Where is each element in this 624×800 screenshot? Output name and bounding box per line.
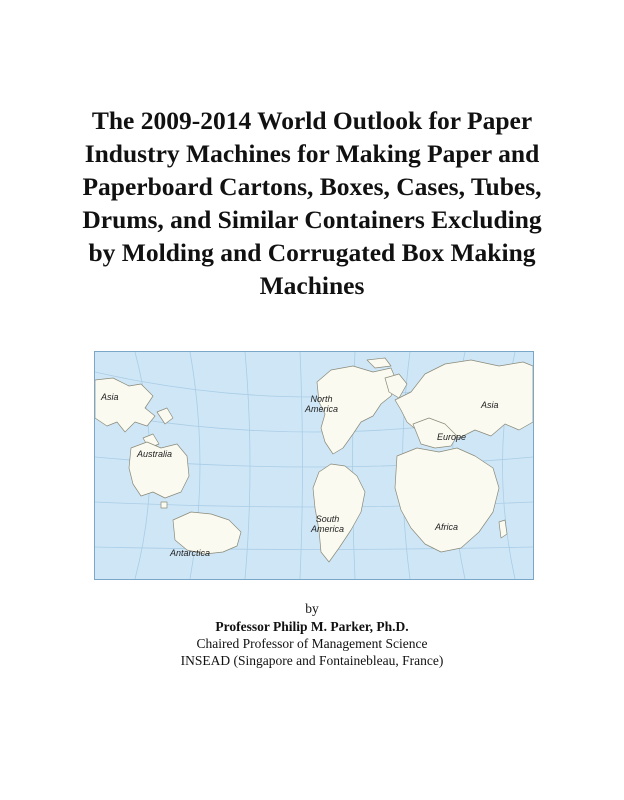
title-line: Paperboard Cartons, Boxes, Cases, Tubes,	[82, 172, 542, 201]
map-label-south-america	[311, 514, 344, 534]
map-label-asia-right: Asia	[481, 400, 499, 410]
byline	[60, 600, 564, 669]
map-label-north-america	[305, 394, 338, 414]
author-name: Professor Philip M. Parker, Ph.D.	[215, 619, 409, 634]
world-map-drawing	[95, 352, 533, 579]
title-line: by Molding and Corrugated Box Making	[88, 238, 536, 267]
title-line: Drums, and Similar Containers Excluding	[82, 205, 542, 234]
book-title	[40, 104, 584, 302]
map-label-north: North	[310, 394, 333, 404]
map-label-europe: Europe	[437, 432, 467, 442]
title-line: Machines	[259, 271, 365, 300]
map-label-america: America	[305, 404, 339, 414]
author-institution: INSEAD (Singapore and Fontainebleau, France)	[180, 653, 444, 668]
map-label-antarctica: Antarctica	[170, 548, 211, 558]
title-line: Industry Machines for Making Paper and	[84, 139, 540, 168]
map-label-australia: Australia	[137, 449, 173, 459]
map-label-south: South	[315, 514, 340, 524]
map-label-africa: Africa	[435, 522, 459, 532]
map-label-america-south: America	[311, 524, 345, 534]
author-position: Chaired Professor of Management Science	[196, 636, 428, 651]
map-label-asia-left: Asia	[101, 392, 119, 402]
world-map	[94, 351, 534, 580]
byline-by: by	[305, 601, 319, 616]
title-line: The 2009-2014 World Outlook for Paper	[91, 106, 533, 135]
